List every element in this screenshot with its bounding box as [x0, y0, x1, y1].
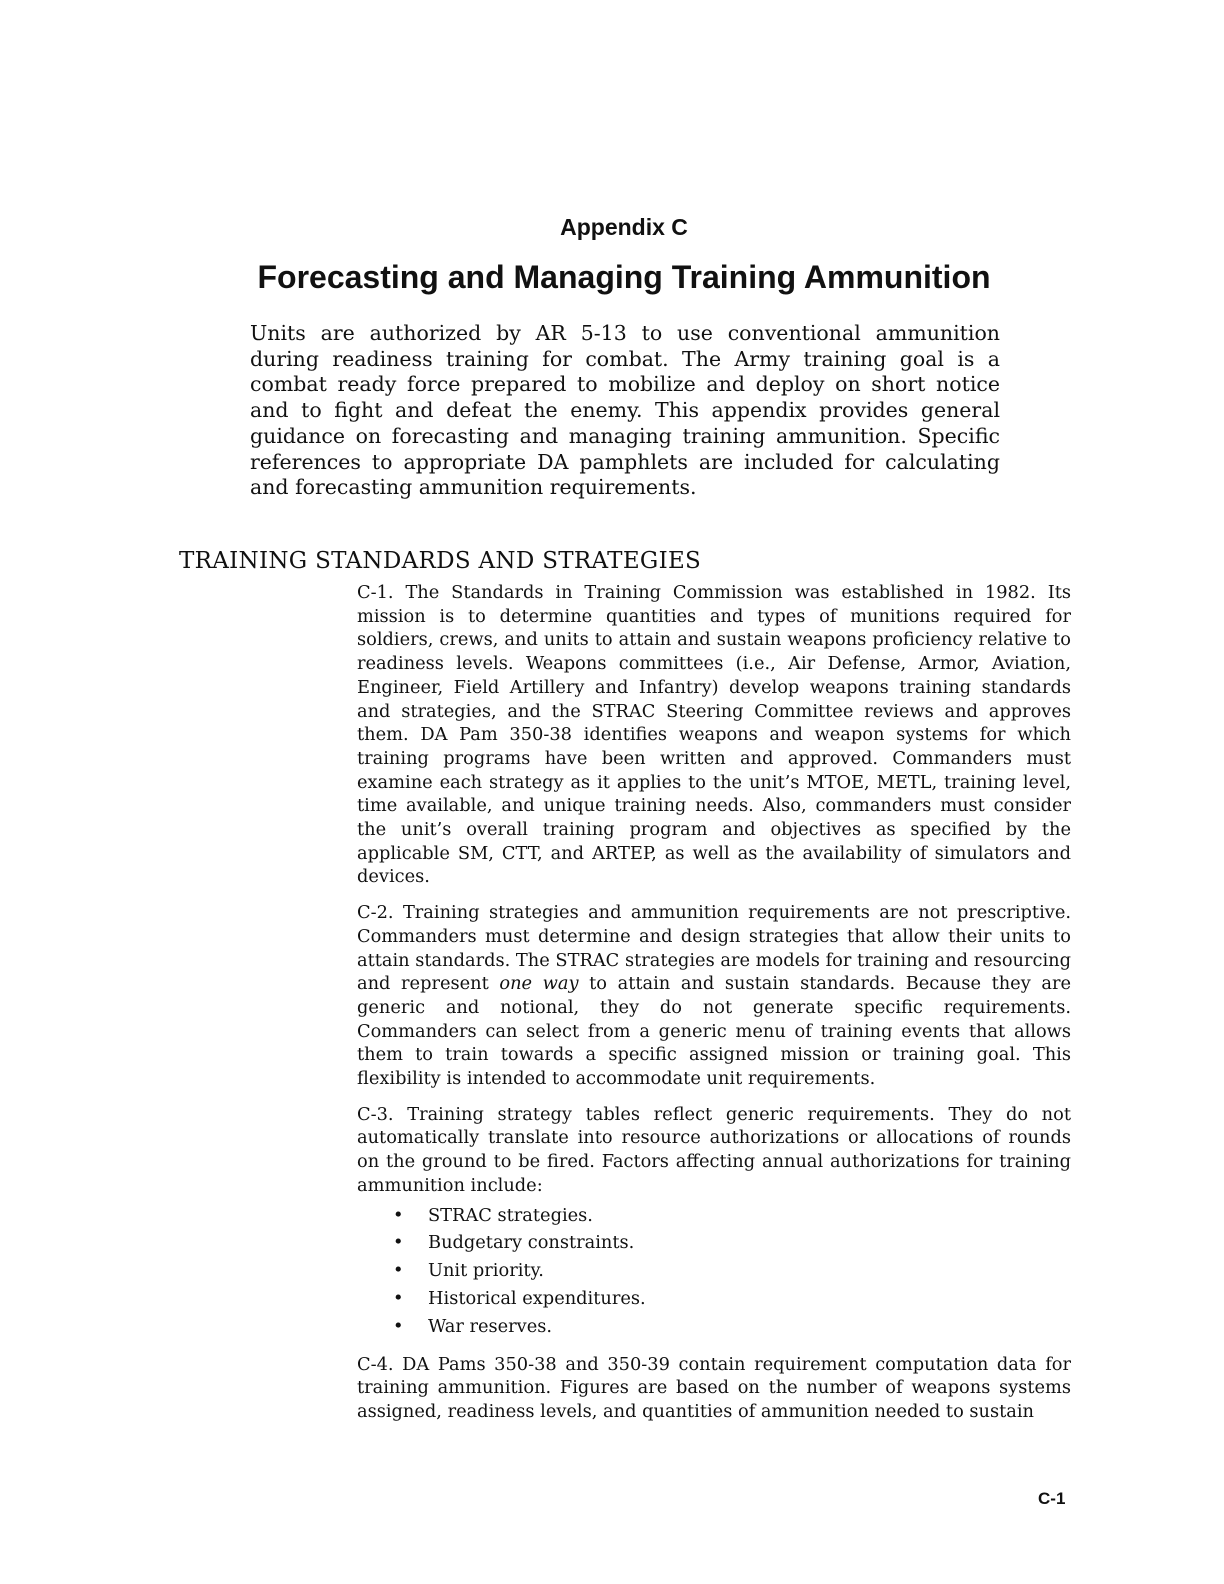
bullet-icon: • — [393, 1232, 404, 1254]
bullet-icon: • — [393, 1204, 404, 1226]
bullet-icon: • — [393, 1287, 404, 1309]
appendix-label: Appendix C — [560, 214, 688, 240]
intro-paragraph: Units are authorized by AR 5-13 to use conventional ammunition during readiness training for combat. The Army training goal is a combat ready force prepared to mobilize and deploy on short notice and to fight and defeat the enemy. This appendix provides general guidance on forecasting and managing training ammunition. Specific references to appropriate DA pamphlets are included for calculating and forecasting ammunition requirements. — [250, 321, 1000, 500]
page-title: Forecasting and Managing Training Ammunition — [257, 259, 991, 295]
list-item-text: STRAC strategies. — [428, 1204, 593, 1226]
paragraph-c3: C-3. Training strategy tables reflect generic requirements. They do not automatically translate into resource authorizations or allocations of rounds on the ground to be fired. Factors affecting annual authorizations for training ammunition include: — [357, 1103, 1071, 1196]
list-item — [357, 1313, 1071, 1341]
paragraph-c1: C-1. The Standards in Training Commission was established in 1982. Its mission is to determine quantities and types of munitions required for soldiers, crews, and units to attain and sustain weapons proficiency relative to readiness levels. Weapons committees (i.e., Air Defense, Armor, Aviation, Engineer, Field Artillery and Infantry) develop weapons training standards and strategies, and the STRAC Steering Committee reviews and approves them. DA Pam 350-38 identifies weapons and weapon systems for which training programs have been written and approved. Commanders must examine each strategy as it applies to the unit’s MTOE, METL, training level, time available, and unique training needs. Also, commanders must consider the unit’s overall training program and objectives as specified by the applicable SM, CTT, and ARTEP, as well as the availability of simulators and devices. — [357, 582, 1071, 888]
list-item-text: War reserves. — [428, 1315, 552, 1337]
list-item — [357, 1285, 1071, 1313]
paragraph-c2 — [357, 901, 1071, 1091]
section-body — [357, 581, 1071, 1436]
bullet-icon: • — [393, 1260, 404, 1282]
list-item-text: Unit priority. — [428, 1260, 544, 1282]
paragraph-c2-emphasis: one way — [499, 973, 579, 995]
section-heading: TRAINING STANDARDS AND STRATEGIES — [179, 548, 702, 574]
paragraph-c2-text-start: C-2. Training strategies and ammunition requirements are not prescriptive. Commanders must determine and design strategies that allow their units to attain standards. The STRAC strategies are models for training and resourcing and represent — [357, 902, 1071, 995]
paragraph-c2-text-end: to attain and sustain standards. Because they are generic and notional, they do not generate specific requirements. Commanders can select from a generic menu of training events that allows them to train towards a specific assigned mission or training goal. This flexibility is intended to accommodate unit requirements. — [357, 973, 1071, 1090]
list-item — [357, 1257, 1071, 1285]
list-item — [357, 1202, 1071, 1230]
paragraph-c4: C-4. DA Pams 350-38 and 350-39 contain requirement computation data for training ammunition. Figures are based on the number of weapons systems assigned, readiness levels, and quantities of ammunition needed to sustain — [357, 1353, 1071, 1422]
bullet-icon: • — [393, 1315, 404, 1337]
page-number: C-1 — [1038, 1489, 1066, 1508]
list-item-text: Budgetary constraints. — [428, 1232, 635, 1254]
factors-list — [357, 1202, 1071, 1341]
list-item-text: Historical expenditures. — [428, 1287, 646, 1309]
list-item — [357, 1229, 1071, 1257]
